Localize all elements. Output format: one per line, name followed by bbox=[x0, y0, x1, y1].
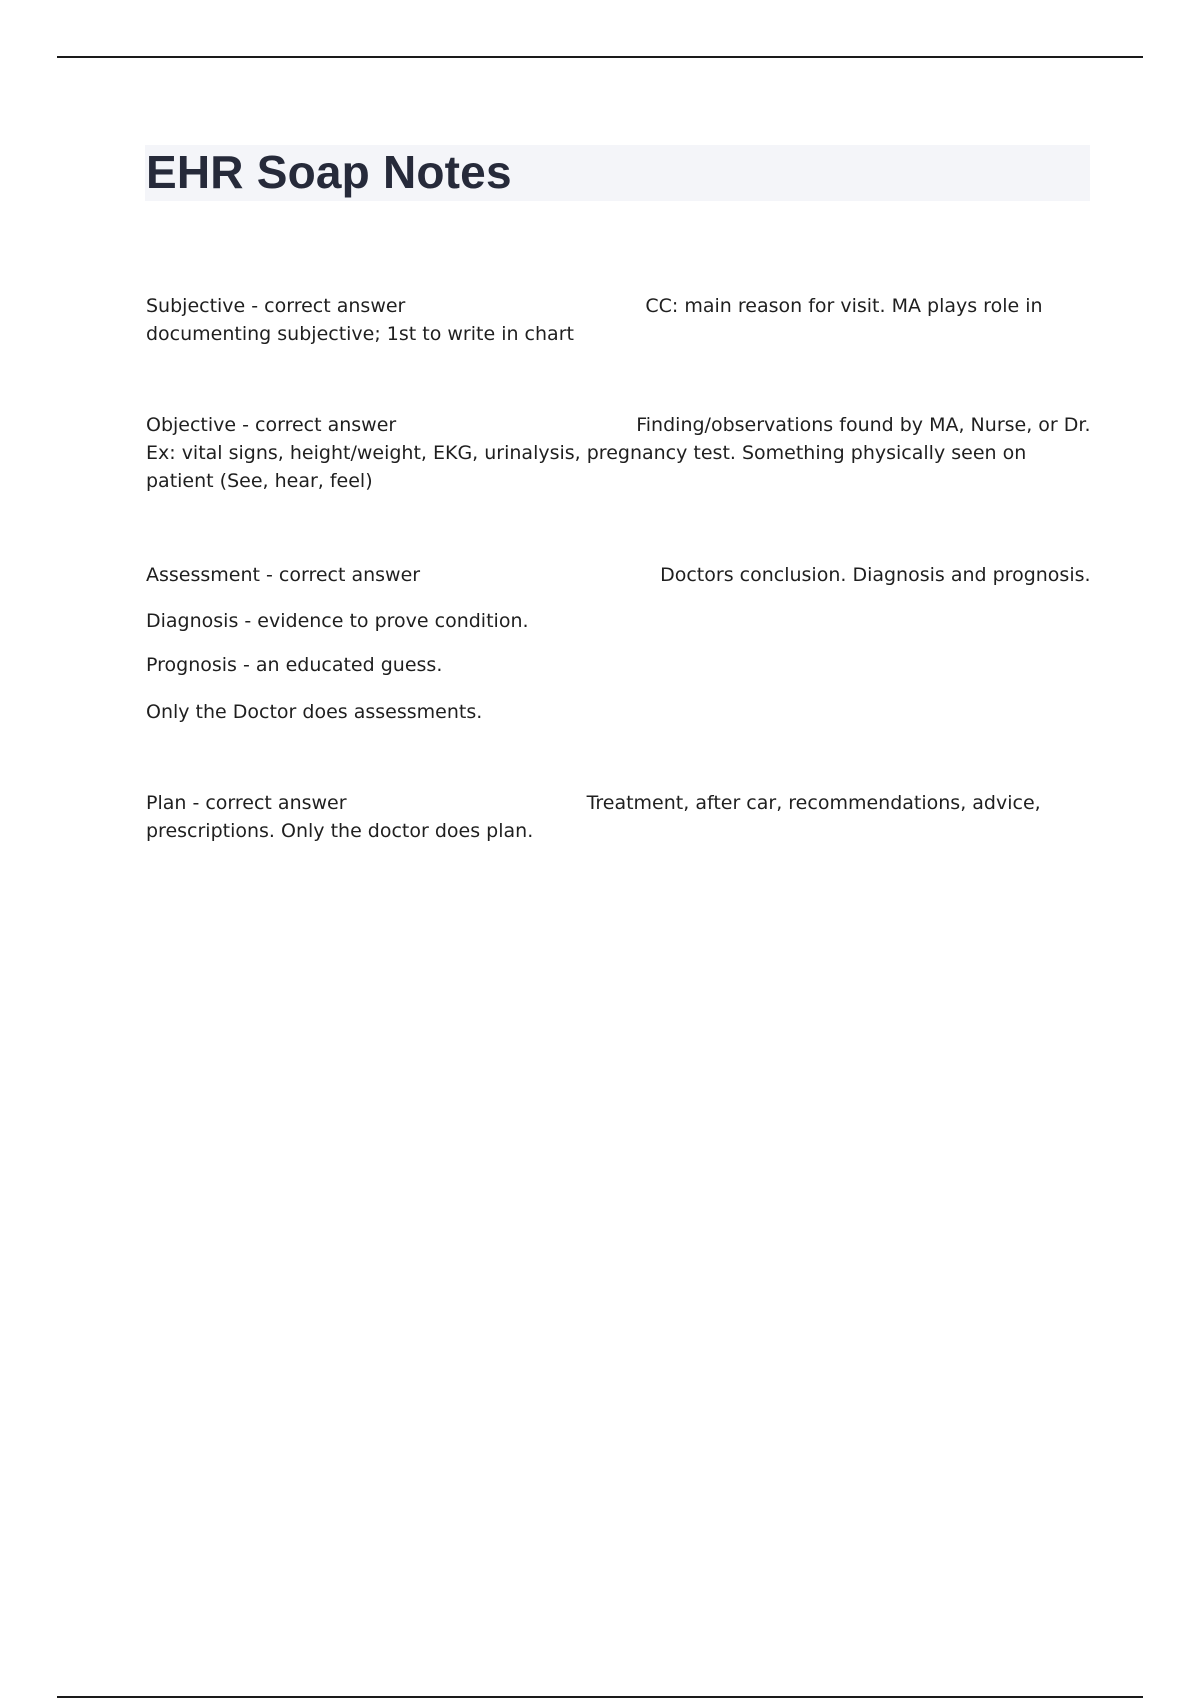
definition-plan: Treatment, after car, recommendations, advice, prescriptions. Only the doctor does plan. bbox=[146, 792, 1041, 842]
definition-objective: Finding/observations found by MA, Nurse, or Dr. Ex: vital signs, height/weight, EKG, urinalysis, pregnancy test. Something physically seen on patient (See, hear, feel) bbox=[146, 414, 1091, 492]
term-plan: Plan - correct answer bbox=[146, 792, 347, 814]
definition-subjective: CC: main reason for visit. MA plays role in documenting subjective; 1st to write in chart bbox=[146, 295, 1043, 345]
flashcard-plan bbox=[146, 789, 1091, 845]
assessment-note-prognosis: Prognosis - an educated guess. bbox=[146, 654, 443, 676]
term-objective: Objective - correct answer bbox=[146, 414, 397, 436]
definition-assessment: Doctors conclusion. Diagnosis and prognosis. bbox=[660, 564, 1091, 586]
flashcard-assessment bbox=[146, 561, 1091, 589]
flashcard-subjective bbox=[146, 292, 1091, 348]
assessment-note-only-doctor: Only the Doctor does assessments. bbox=[146, 701, 483, 723]
term-subjective: Subjective - correct answer bbox=[146, 295, 406, 317]
assessment-note-diagnosis: Diagnosis - evidence to prove condition. bbox=[146, 610, 529, 632]
footer-rule bbox=[57, 1696, 1143, 1698]
header-rule bbox=[57, 56, 1143, 58]
term-assessment: Assessment - correct answer bbox=[146, 564, 421, 586]
flashcard-objective bbox=[146, 411, 1091, 495]
document-title: EHR Soap Notes bbox=[146, 146, 512, 198]
